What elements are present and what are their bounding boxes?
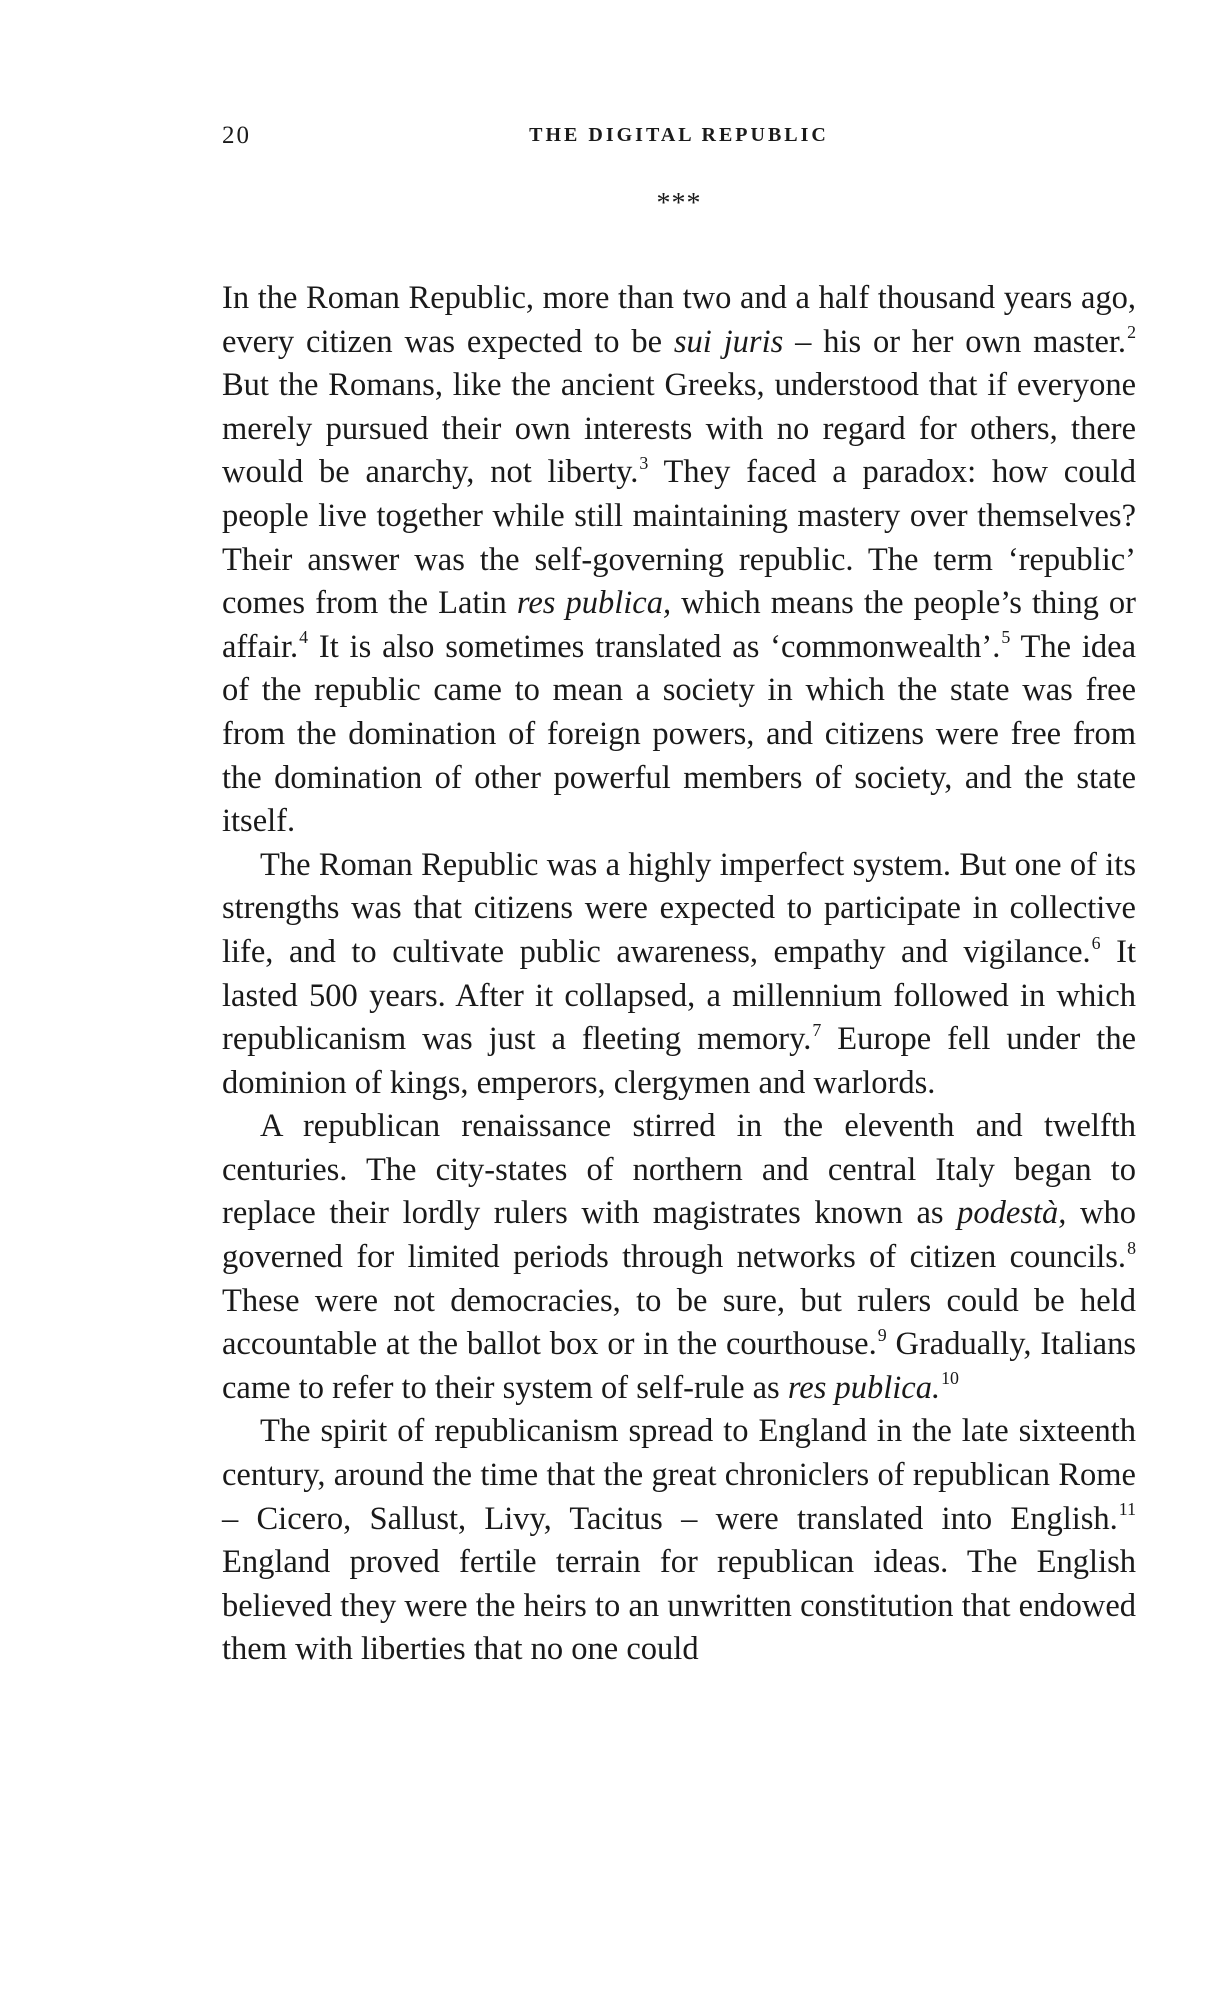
text-run: The spirit of republicanism spread to England in the late sixteenth century, around the time that the great chroniclers of republican Rome – Cicero, Sallust, Livy, Tacitus – were translated into English. [222, 1413, 1136, 1537]
text-run: A republican renaissance stirred in the eleventh and twelfth centuries. The city-states of northern and central Italy began to replace their lordly rulers with magistrates known as [222, 1108, 1136, 1232]
footnote-ref: 7 [812, 1019, 822, 1040]
body-text [222, 277, 1136, 1672]
text-run: which means the people’s thing or affair. [222, 585, 1136, 665]
text-run: It lasted 500 years. After it collapsed, a millennium followed in which republicanism was just a fleeting memory. [222, 933, 1136, 1058]
running-head [222, 122, 1136, 156]
text-run: who governed for limited periods through networks of citizen councils. [222, 1195, 1136, 1276]
footnote-ref: 9 [877, 1324, 887, 1345]
italic-term: res publica. [787, 1369, 941, 1406]
text-run: – his or her own master. [783, 323, 1127, 360]
text-run: These were not democracies, to be sure, but rulers could be held accountable at the ballot box or in the courthouse. [222, 1282, 1136, 1363]
paragraph [222, 844, 1136, 1106]
text-run: But the Romans, like the ancient Greeks, understood that if everyone merely pursued their own interests with no regard for others, there would be anarchy, not liberty. [222, 367, 1136, 491]
footnote-ref: 11 [1118, 1499, 1136, 1520]
text-run: Europe fell under the dominion of kings, emperors, clergymen and warlords. [222, 1021, 1136, 1101]
page-number: 20 [222, 122, 251, 149]
footnote-ref: 10 [941, 1368, 959, 1389]
text-run: Gradually, Italians came to refer to their system of self-rule as [222, 1326, 1136, 1406]
footnote-ref: 8 [1127, 1237, 1136, 1258]
text-run: The Roman Republic was a highly imperfect system. But one of its strengths was that citizens were expected to participate in collective life, and to cultivate public awareness, empathy and vigilance. [222, 846, 1136, 970]
text-run: It is also sometimes translated as ‘commonwealth’. [308, 628, 1001, 665]
text-run: England proved fertile terrain for republican ideas. The English believed they were the heirs to an unwritten constitution that endowed them with liberties that no one could [222, 1544, 1136, 1668]
running-title: THE DIGITAL REPUBLIC [529, 124, 829, 146]
footnote-ref: 5 [1001, 627, 1011, 648]
italic-term: podestà, [957, 1195, 1067, 1232]
text-run: They faced a paradox: how could people live together while still maintaining mastery over themselves? Their answer was the self-governing republic. The term ‘republic’ comes from the Latin [222, 454, 1136, 622]
section-break: *** [656, 188, 702, 219]
paragraph [222, 277, 1136, 844]
italic-term: res publica, [516, 585, 672, 622]
paragraph [222, 1105, 1136, 1410]
italic-term: sui juris [673, 323, 784, 360]
text-run: In the Roman Republic, more than two and a half thousand years ago, every citizen was expected to be [222, 280, 1136, 360]
footnote-ref: 4 [299, 627, 309, 648]
paragraph [222, 1410, 1136, 1672]
text-run: The idea of the republic came to mean a society in which the state was free from the domination of foreign powers, and citizens were free from the domination of other powerful members of society, and the state itself. [222, 628, 1137, 840]
footnote-ref: 3 [639, 452, 649, 473]
footnote-ref: 6 [1091, 932, 1101, 953]
footnote-ref: 2 [1127, 322, 1136, 343]
